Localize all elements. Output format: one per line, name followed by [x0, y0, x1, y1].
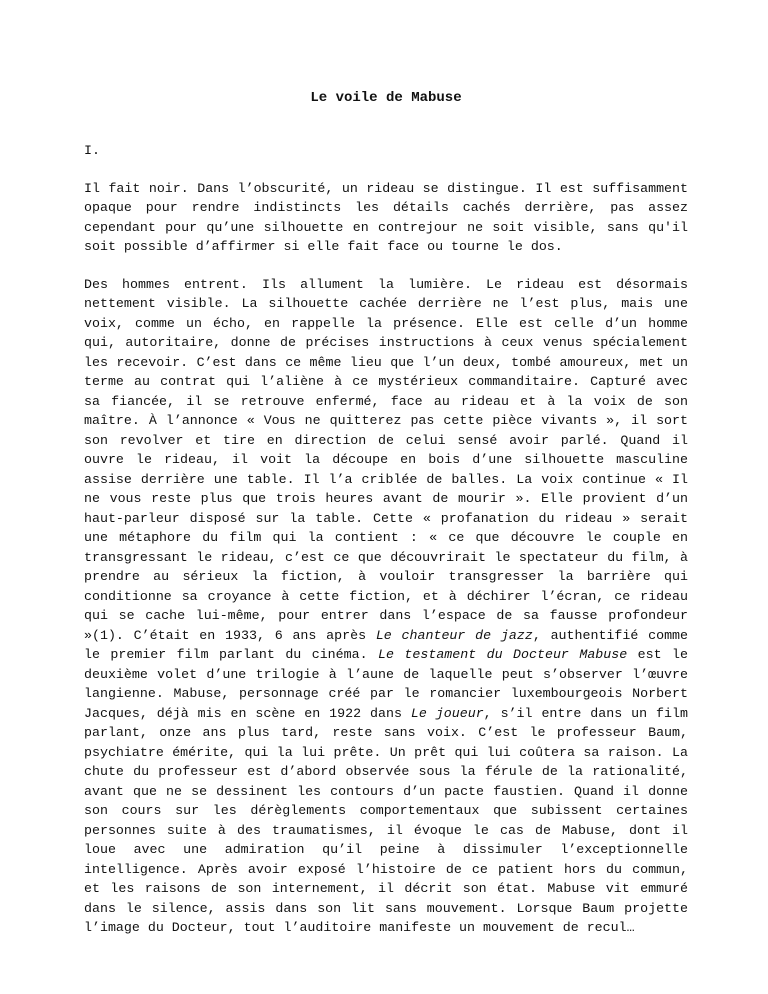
paragraph-2-text-4: , s’il entre dans un film parlant, onze ans plus tard, reste sans voix. C’est le professeur Baum, psychiatre émérite, qui la lui prête. Un prêt qui lui coûtera sa raison. La chute du professeur est d’abord observée sous la férule de la rationalité, avant que ne se dessinent les contours d’un pacte faustien. Quand il donne son cours sur les dérèglements comportementaux que subissent certaines personnes suite à des traumatismes, il évoque le cas de Mabuse, dont il loue avec une admiration qu’il peine à dissimuler l’exceptionnelle intelligence. Après avoir exposé l’histoire de ce patient hors du commun, et les raisons de son internement, il décrit son état. Mabuse vit emmuré dans le silence, assis dans son lit sans mouvement. Lorsque Baum projette l’image du Docteur, tout l’auditoire manifeste un mouvement de recul…	[84, 705, 688, 935]
paragraph-1	[84, 179, 688, 257]
document-title: Le voile de Mabuse	[310, 90, 462, 106]
film-title-testament-mabuse: Le testament du Docteur Mabuse	[378, 647, 628, 662]
film-title-le-joueur: Le joueur	[410, 705, 484, 721]
paragraph-2-text-1: Des hommes entrent. Ils allument la lumière. Le rideau est désormais nettement visible. La silhouette cachée derrière ne l’est plus, mais une voix, comme un écho, en rappelle la présence. Elle est celle d’un homme qui, autoritaire, donne de précises instructions à ceux venus spécialement les recevoir. C’est dans ce même lieu que l’un deux, tombé amoureux, met un terme au contrat qui l’aliène à ce mystérieux commanditaire. Capturé avec sa fiancée, il se retrouve enfermé, face au rideau et à la voix de son maître. À l’annonce « Vous ne quitterez pas cette pièce vivants », il sort son revolver et tire en direction de celui sensé avoir parlé. Quand il ouvre le rideau, il voit la découpe en bois d’une silhouette masculine assise derrière une table. Il l’a criblée de balles. La voix continue « Il ne vous reste plus que trois heures avant de mourir ». Elle provient d’un haut-parleur disposé sur la table. Cette « profanation du rideau » serait une métaphore du film qui la contient : « ce que découvre le couple en transgressant le rideau, c’est ce que découvrirait le spectateur du film, à prendre au sérieux la fiction, à vouloir transgresser la barrière qui conditionne sa croyance à cette fiction, et à déchirer l’écran, ce rideau qui se cache lui-même, pour entrer dans l’espace de sa fausse profondeur »(1). C’était en 1933, 6 ans après	[84, 276, 688, 643]
section-number: I.	[84, 143, 100, 158]
paragraph-2-text-2: , authentifié comme le premier film parlant du cinéma.	[84, 627, 689, 662]
paragraph-1-text: Il fait noir. Dans l’obscurité, un rideau se distingue. Il est suffisamment opaque pour rendre indistincts les détails cachés derrière, pas assez cependant pour qu’une silhouette en contrejour ne soit visible, sans qu'il soit possible d’affirmer si elle fait face ou tourne le dos.	[84, 180, 688, 254]
paragraph-2-text-3: est le deuxième volet d’une trilogie à l’aune de laquelle peut s’observer l’œuvre langienne. Mabuse, personnage créé par le romancier luxembourgeois Norbert Jacques, déjà mis en scène en 1922 dans	[84, 647, 689, 721]
paragraph-2	[84, 275, 688, 938]
document-page	[84, 88, 688, 956]
film-title-chanteur-de-jazz: Le chanteur de jazz	[375, 627, 533, 643]
